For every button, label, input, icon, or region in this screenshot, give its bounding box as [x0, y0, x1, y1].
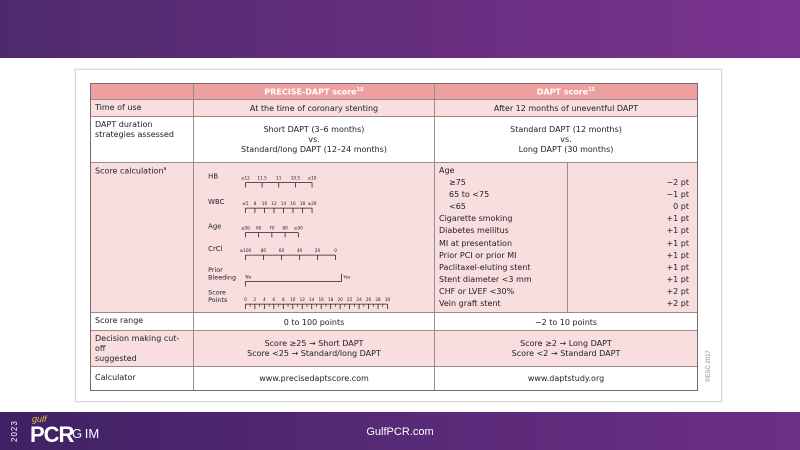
nomogram-label: Points [208, 296, 228, 305]
nomogram-tick-label: 4 [263, 297, 266, 303]
precise-nomogram [194, 163, 435, 310]
calculator-label: Calculator [91, 367, 194, 390]
strategies-label-2: strategies assessed [95, 130, 174, 139]
dapt-item-label: Prior PCI or prior MI [439, 250, 517, 260]
dapt-item-label: Diabetes mellitus [439, 226, 509, 236]
score-calc-label-sup: a [163, 166, 167, 172]
cutoff-label-1: Decision making cut-off [95, 334, 180, 353]
cutoff-precise-1: Score ≥25 → Short DAPT [264, 339, 364, 348]
dapt-item-points [666, 165, 689, 310]
score-calc-label: Score calculation [95, 166, 164, 176]
score-range-row [91, 312, 697, 331]
strategies-precise-1: Short DAPT (3–6 months) [263, 125, 365, 134]
logo-gulf: gulf [32, 414, 47, 424]
nomogram-tick-label: 18 [299, 201, 306, 207]
header-precise-ref: 18 [356, 86, 364, 93]
nomogram-tick-label: 22 [346, 297, 353, 303]
time-of-use-label: Time of use [91, 100, 194, 117]
dapt-item-label: Cigarette smoking [439, 214, 513, 224]
nomogram-tick-label: ≥12 [240, 175, 250, 181]
dapt-item-label: MI at presentation [439, 238, 513, 248]
dapt-item-points: +1 pt [666, 214, 689, 224]
nomogram-tick-label: 10.5 [290, 175, 301, 181]
nomogram-tick-label: 24 [356, 297, 362, 303]
cutoff-dapt-2: Score <2 → Standard DAPT [511, 349, 621, 358]
score-calc-label-cell [91, 163, 194, 313]
time-of-use-dapt: After 12 months of uneventful DAPT [493, 104, 639, 113]
dapt-item-points: +1 pt [666, 262, 689, 272]
dapt-item-points: +1 pt [666, 250, 689, 260]
nomogram-tick-label: 26 [365, 297, 372, 303]
table-image-card [75, 69, 722, 402]
nomogram-tick-label: 16 [318, 297, 324, 303]
header-dapt-ref: 15 [588, 86, 596, 93]
cutoff-dapt-1: Score ≥2 → Long DAPT [520, 339, 612, 348]
logo-year: 2023 [10, 420, 19, 442]
header-dapt-cell [435, 84, 697, 99]
strategies-label-cell [91, 117, 194, 163]
nomogram-tick-label: 16 [290, 201, 296, 207]
nomogram-tick-label: No [245, 275, 252, 281]
nomogram-label: HB [208, 172, 219, 181]
score-calc-row [91, 162, 697, 313]
dapt-item-label: ≥75 [449, 178, 466, 188]
nomogram-label: Score [208, 288, 226, 297]
footer-url: GulfPCR.com [366, 426, 434, 438]
cutoff-precise-2: Score <25 → Standard/long DAPT [247, 349, 381, 358]
nomogram-tick-label: 70 [269, 225, 275, 231]
nomogram-tick-label: 40 [296, 248, 303, 254]
strategies-precise-2: vs. [308, 135, 320, 144]
nomogram-tick-label: 14 [309, 297, 315, 303]
calculator-precise: www.precisedaptscore.com [194, 367, 435, 390]
nomogram-tick-label: 11 [276, 175, 282, 181]
dapt-item-label: Age [439, 166, 455, 175]
calculator-row [91, 366, 697, 390]
dapt-item-points: +2 pt [666, 299, 689, 309]
dapt-item-label: Stent diameter <3 mm [439, 274, 532, 284]
calculator-dapt: www.daptstudy.org [527, 374, 605, 383]
nomogram-tick-label: ≤50 [240, 225, 250, 231]
dapt-item-label: 65 to <75 [449, 190, 490, 200]
score-range-dapt: −2 to 10 points [534, 317, 598, 327]
nomogram-tick-label: ≤5 [242, 201, 249, 207]
nomogram-tick-label: 12 [299, 297, 305, 303]
cutoff-dapt-cell [435, 331, 697, 367]
nomogram-label: WBC [208, 198, 225, 207]
strategies-dapt-1: Standard DAPT (12 months) [510, 125, 622, 134]
nomogram-tick-label: 20 [337, 297, 343, 303]
nomogram-tick-label: 18 [327, 297, 334, 303]
dapt-item-label: <65 [449, 202, 466, 212]
header-empty-cell [91, 84, 194, 99]
dapt-item-labels [439, 165, 532, 310]
dapt-item-points: +1 pt [666, 226, 689, 236]
nomogram-tick-label: ≤10 [307, 175, 317, 181]
nomogram-label: Bleeding [208, 273, 236, 282]
header-precise: PRECISE-DAPT score [264, 87, 357, 97]
nomogram-tick-label: 6 [272, 297, 276, 303]
strategies-precise-cell [194, 117, 435, 163]
strategies-label-1: DAPT duration [95, 120, 153, 129]
dapt-item-points: +1 pt [666, 238, 689, 248]
dapt-item-points: −2 pt [666, 178, 689, 188]
nomogram-tick-label: ≥100 [239, 248, 252, 254]
dapt-item-points: −1 pt [666, 190, 689, 200]
precise-nomogram-cell [194, 163, 435, 313]
nomogram-tick-label: 0 [244, 297, 247, 303]
header-precise-cell [194, 84, 435, 99]
strategies-precise-3: Standard/long DAPT (12–24 months) [241, 145, 387, 154]
strategies-dapt-cell [435, 117, 697, 163]
dapt-item-points: +2 pt [666, 286, 689, 296]
dapt-item-label: Paclitaxel-eluting stent [439, 262, 531, 272]
nomogram-tick-label: Yes [343, 275, 351, 281]
dapt-item-label: CHF or LVEF <30% [439, 286, 515, 296]
header-bar [0, 0, 800, 58]
nomogram-tick-label: 0 [334, 248, 337, 254]
dapt-item-points: 0 pt [673, 202, 689, 212]
dapt-items-cell [435, 163, 697, 313]
score-range-label: Score range [91, 313, 194, 331]
nomogram-tick-label: 2 [253, 297, 257, 303]
nomogram-tick-label: 10 [261, 201, 268, 207]
table-header-row [91, 84, 697, 99]
nomogram-tick-label: 60 [255, 225, 262, 231]
nomogram-tick-label: 30 [384, 297, 391, 303]
nomogram-tick-label: 20 [314, 248, 321, 254]
cutoff-label-2: suggested [95, 354, 137, 363]
nomogram-label: CrCl [208, 245, 223, 254]
dapt-item-points [666, 165, 689, 177]
dapt-item-points: +1 pt [666, 274, 689, 284]
nomogram-label: Age [208, 222, 222, 231]
nomogram-label: Prior [208, 265, 223, 274]
nomogram-tick-label: 28 [375, 297, 381, 303]
nomogram-tick-label: 8 [253, 201, 257, 207]
dapt-item-label: Vein graft stent [439, 299, 501, 309]
nomogram-tick-label: 11.5 [257, 175, 267, 181]
copyright-esc: ©ESC 2017 [706, 350, 712, 382]
comparison-table [90, 83, 698, 391]
logo-pcr: PCR [30, 422, 74, 447]
dapt-column-divider [567, 163, 568, 313]
time-of-use-precise: At the time of coronary stenting [194, 100, 435, 117]
cutoff-precise-cell [194, 331, 435, 367]
strategies-dapt-3: Long DAPT (30 months) [518, 145, 614, 154]
strategies-dapt-2: vs. [560, 135, 572, 144]
nomogram-tick-label: 60 [278, 248, 285, 254]
nomogram-tick-label: 14 [280, 201, 287, 207]
nomogram-tick-label: ≥20 [307, 201, 317, 207]
nomogram-tick-label: ≥90 [293, 225, 303, 231]
strategies-row [91, 116, 697, 163]
score-range-precise: 0 to 100 points [194, 313, 435, 331]
nomogram-tick-label: 10 [290, 297, 296, 303]
nomogram-tick-label: 80 [282, 225, 288, 231]
nomogram-tick-label: 8 [281, 297, 285, 303]
cutoff-label-cell [91, 331, 194, 367]
nomogram-tick-label: 12 [271, 201, 277, 207]
cutoff-row [91, 330, 697, 367]
time-of-use-row [91, 99, 697, 117]
header-dapt: DAPT score [536, 87, 589, 97]
logo-gim: G IM [72, 426, 100, 441]
nomogram-tick-label: 80 [260, 248, 267, 254]
